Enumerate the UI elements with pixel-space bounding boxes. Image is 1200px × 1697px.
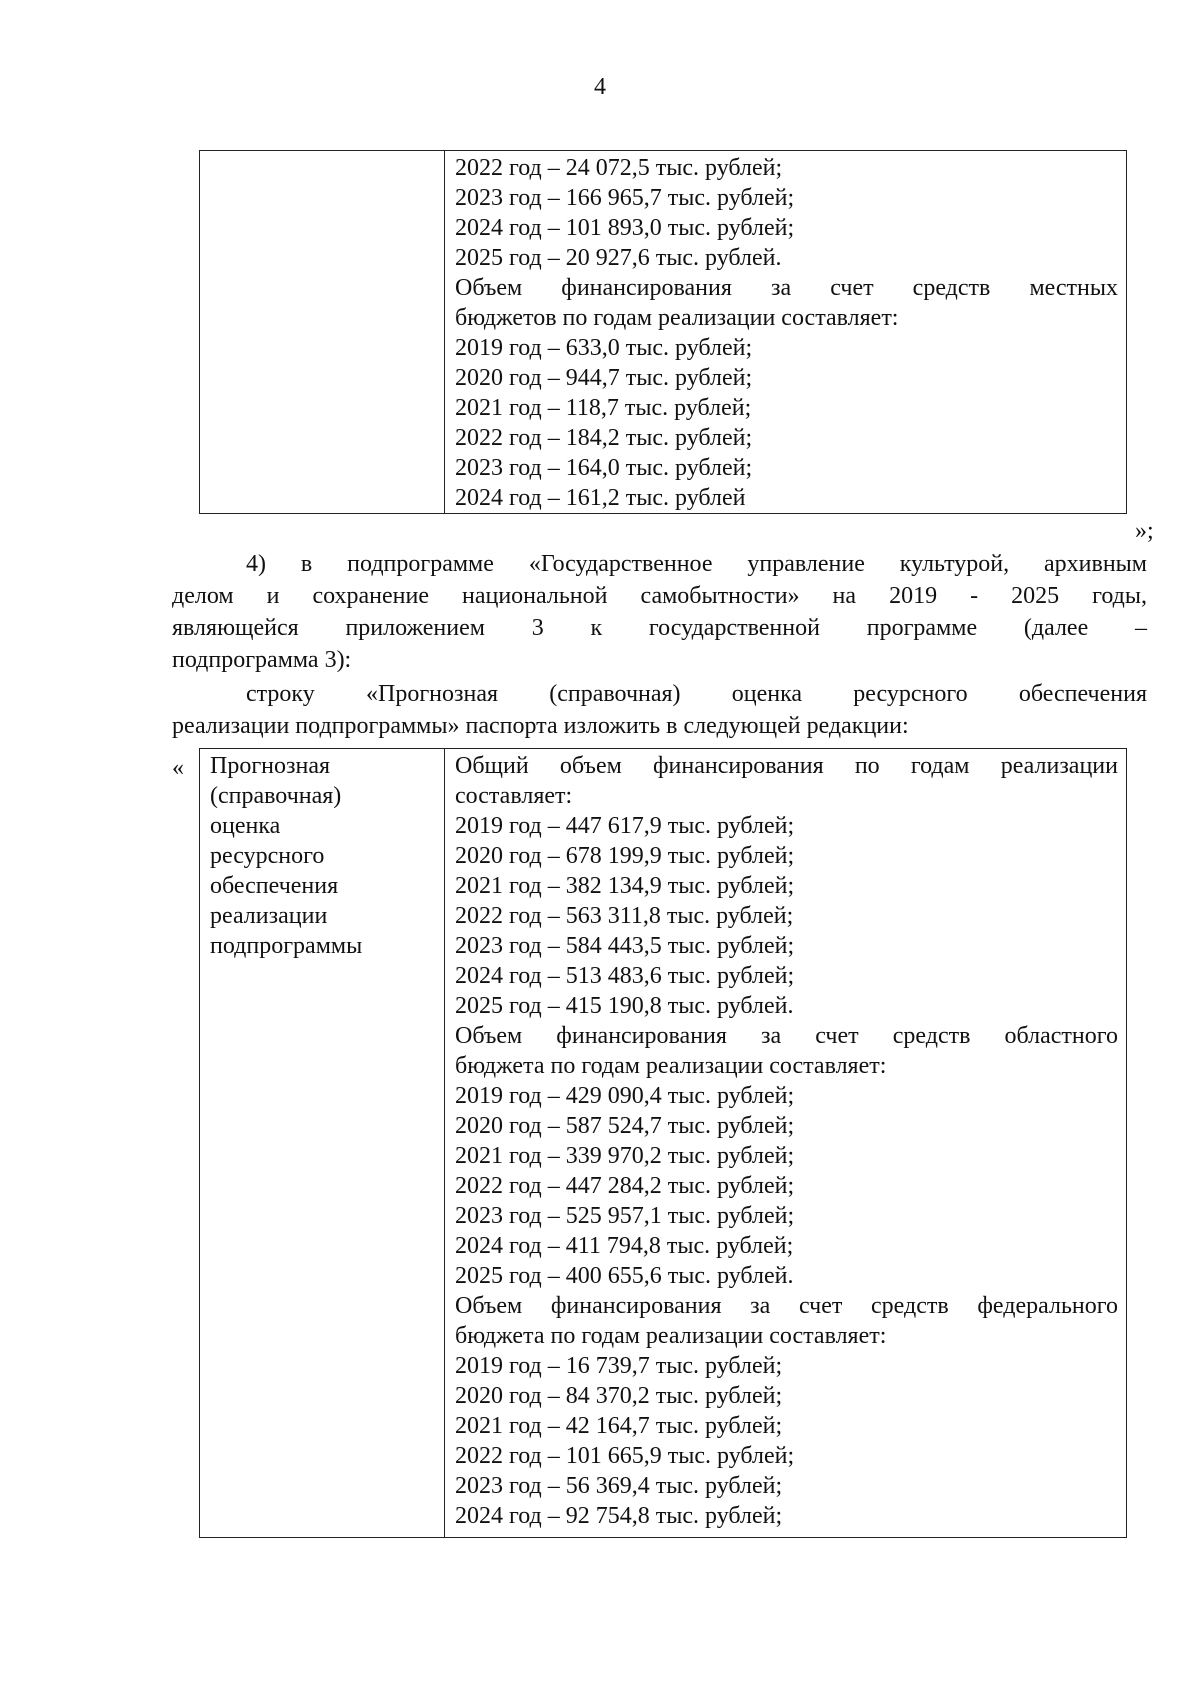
funding-line: 2019 год – 447 617,9 тыс. рублей; bbox=[455, 813, 795, 839]
funding-line: 2020 год – 678 199,9 тыс. рублей; bbox=[455, 843, 795, 869]
row-title-line: ресурсного bbox=[210, 843, 325, 869]
row-title-line: подпрограммы bbox=[210, 933, 363, 959]
opening-quote: « bbox=[172, 755, 184, 781]
funding-line: 2019 год – 16 739,7 тыс. рублей; bbox=[455, 1353, 783, 1379]
funding-line: 2023 год – 584 443,5 тыс. рублей; bbox=[455, 933, 795, 959]
funding-table-continuation bbox=[199, 150, 1127, 514]
paragraph-line: подпрограмма 3): bbox=[172, 647, 352, 673]
funding-line: 2019 год – 429 090,4 тыс. рублей; bbox=[455, 1083, 795, 1109]
funding-line: 2023 год – 166 965,7 тыс. рублей; bbox=[455, 185, 795, 211]
table-row bbox=[200, 151, 1127, 514]
funding-heading-line: Объем финансирования за счет средств федерального bbox=[455, 1293, 1118, 1319]
funding-heading-line: Объем финансирования за счет средств областного bbox=[455, 1023, 1118, 1049]
funding-line: 2021 год – 42 164,7 тыс. рублей; bbox=[455, 1413, 783, 1439]
funding-line: 2024 год – 411 794,8 тыс. рублей; bbox=[455, 1233, 794, 1259]
table-cell-empty bbox=[200, 151, 445, 514]
table-cell-funding-values bbox=[445, 151, 1127, 514]
funding-line: 2020 год – 84 370,2 тыс. рублей; bbox=[455, 1383, 783, 1409]
funding-heading-line: Объем финансирования за счет средств местных bbox=[455, 275, 1118, 301]
funding-line: 2024 год – 513 483,6 тыс. рублей; bbox=[455, 963, 795, 989]
funding-line: бюджетов по годам реализации составляет: bbox=[455, 305, 899, 331]
funding-line: 2021 год – 382 134,9 тыс. рублей; bbox=[455, 873, 795, 899]
funding-line: 2025 год – 400 655,6 тыс. рублей. bbox=[455, 1263, 794, 1289]
funding-line: 2024 год – 92 754,8 тыс. рублей; bbox=[455, 1503, 783, 1529]
row-title-line: оценка bbox=[210, 813, 281, 839]
paragraph-line: строку «Прогнозная (справочная) оценка ресурсного обеспечения bbox=[246, 681, 1147, 707]
funding-line: 2024 год – 101 893,0 тыс. рублей; bbox=[455, 215, 795, 241]
funding-line: 2022 год – 101 665,9 тыс. рублей; bbox=[455, 1443, 795, 1469]
closing-quote: »; bbox=[1135, 518, 1154, 544]
funding-line: 2020 год – 944,7 тыс. рублей; bbox=[455, 365, 753, 391]
row-title-line: (справочная) bbox=[210, 783, 342, 809]
row-title-line: обеспечения bbox=[210, 873, 339, 899]
paragraph-line: реализации подпрограммы» паспорта изложить в следующей редакции: bbox=[172, 713, 909, 739]
replace-row-paragraph bbox=[172, 678, 1147, 742]
funding-line: 2023 год – 525 957,1 тыс. рублей; bbox=[455, 1203, 795, 1229]
paragraph-line: делом и сохранение национальной самобытности» на 2019 - 2025 годы, bbox=[172, 583, 1147, 609]
funding-line: 2025 год – 415 190,8 тыс. рублей. bbox=[455, 993, 794, 1019]
funding-line: 2023 год – 164,0 тыс. рублей; bbox=[455, 455, 753, 481]
funding-line: 2025 год – 20 927,6 тыс. рублей. bbox=[455, 245, 782, 271]
funding-heading-line: Общий объем финансирования по годам реализации bbox=[455, 753, 1118, 779]
table-cell-row-title bbox=[200, 749, 445, 1538]
funding-line: 2023 год – 56 369,4 тыс. рублей; bbox=[455, 1473, 783, 1499]
amendment-paragraph-4 bbox=[172, 548, 1147, 676]
row-title-line: реализации bbox=[210, 903, 328, 929]
funding-forecast-table bbox=[199, 748, 1127, 1538]
funding-line: бюджета по годам реализации составляет: bbox=[455, 1053, 887, 1079]
funding-line: 2022 год – 447 284,2 тыс. рублей; bbox=[455, 1173, 795, 1199]
funding-line: 2021 год – 339 970,2 тыс. рублей; bbox=[455, 1143, 795, 1169]
table-cell-funding-values bbox=[445, 749, 1127, 1538]
row-title-line: Прогнозная bbox=[210, 753, 331, 779]
funding-line: составляет: bbox=[455, 783, 573, 809]
funding-line: 2021 год – 118,7 тыс. рублей; bbox=[455, 395, 752, 421]
funding-line: 2022 год – 24 072,5 тыс. рублей; bbox=[455, 155, 783, 181]
funding-line: 2022 год – 184,2 тыс. рублей; bbox=[455, 425, 753, 451]
page-number: 4 bbox=[594, 74, 606, 100]
table-row bbox=[200, 749, 1127, 1538]
funding-line: 2022 год – 563 311,8 тыс. рублей; bbox=[455, 903, 794, 929]
paragraph-line: 4) в подпрограмме «Государственное управление культурой, архивным bbox=[246, 551, 1147, 577]
funding-line: 2024 год – 161,2 тыс. рублей bbox=[455, 485, 746, 511]
paragraph-line: являющейся приложением 3 к государственной программе (далее – bbox=[172, 615, 1147, 641]
funding-line: 2019 год – 633,0 тыс. рублей; bbox=[455, 335, 753, 361]
funding-line: 2020 год – 587 524,7 тыс. рублей; bbox=[455, 1113, 795, 1139]
funding-line: бюджета по годам реализации составляет: bbox=[455, 1323, 887, 1349]
